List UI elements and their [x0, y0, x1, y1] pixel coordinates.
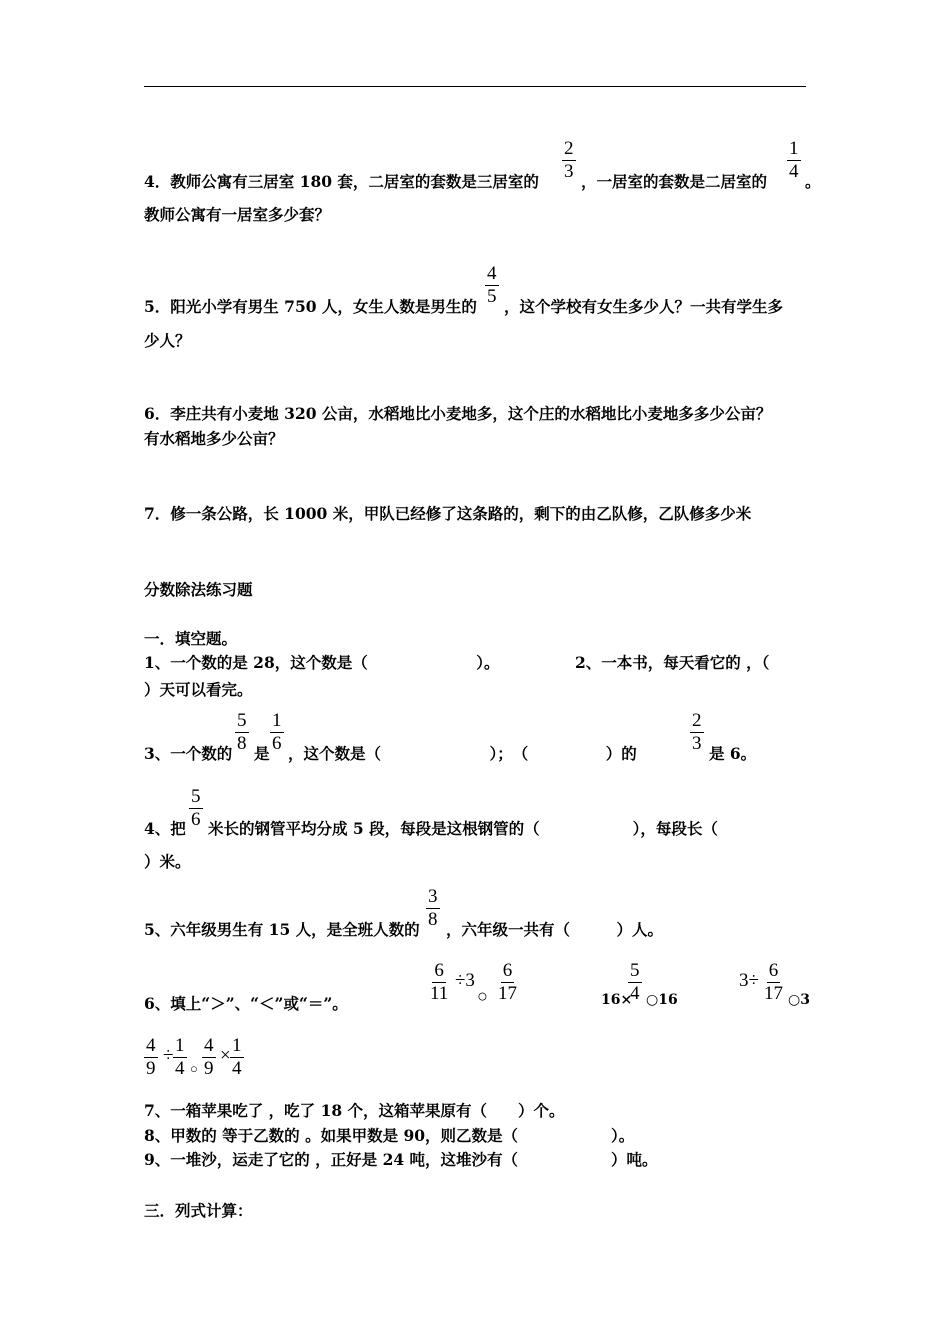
fraction-numerator: 1 [232, 1035, 242, 1056]
item6-e4-multiply: × [220, 1045, 231, 1066]
fill-item-7: 7、一箱苹果吃了 ，吃了 18 个，这箱苹果原有（ ）个。 [144, 1101, 565, 1120]
q4-fraction-2 [787, 138, 801, 183]
item6-e2-post[interactable]: ○16 [646, 992, 678, 1008]
fraction-denominator: 17 [498, 983, 517, 1004]
header-rule [144, 86, 806, 87]
item6-e2-pre: 16× [601, 992, 633, 1008]
fill-item-8: 8、甲数的 等于乙数的 。如果甲数是 90，则乙数是（ ）。 [144, 1126, 635, 1145]
fill-heading: 一．填空题。 [144, 629, 238, 648]
fraction-denominator: 4 [175, 1058, 185, 1079]
fraction-denominator: 6 [272, 733, 282, 754]
item6-e4-divide: ÷ [163, 1045, 174, 1066]
fill-item-3-a: 3、一个数的 [144, 744, 233, 763]
fraction-denominator: 9 [146, 1058, 156, 1079]
item6-e1-operator: ÷3 [455, 970, 475, 991]
section-title: 分数除法练习题 [144, 580, 253, 599]
item6-e4-fraction-1 [144, 1035, 158, 1080]
section3-heading: 三．列式计算： [144, 1201, 253, 1220]
fill-item-1: 1、一个数的是 28，这个数是（ ）。 [144, 653, 500, 672]
item6-e2-fraction [628, 960, 642, 1005]
item6-e4-fraction-2 [173, 1035, 187, 1080]
q6-line1: 6．李庄共有小麦地 320 公亩，水稻地比小麦地多，这个庄的水稻地比小麦地多多少公亩？ [144, 404, 772, 423]
fraction-numerator: 6 [502, 960, 513, 981]
fill-item-9: 9、一堆沙，运走了它的 ，正好是 24 吨，这堆沙有（ ）吨。 [144, 1150, 658, 1169]
fraction-numerator: 4 [146, 1035, 156, 1056]
fraction-denominator: 3 [564, 161, 574, 182]
q4-line2: 教师公寓有一居室多少套？ [144, 205, 331, 224]
fraction-numerator: 1 [789, 138, 799, 159]
fraction-denominator: 17 [764, 983, 783, 1004]
item6-e1-fraction-1 [428, 960, 450, 1005]
compare-circle[interactable]: ○ [477, 986, 488, 1006]
q5-text-b: ，这个学校有女生多少人？一共有学生多 [504, 297, 784, 316]
item3-fraction-1 [235, 710, 249, 755]
fill-item-4-b: 米长的钢管平均分成 5 段，每段是这根钢管的（ ），每段长（ [208, 819, 718, 838]
item5-fraction-1 [426, 886, 440, 931]
fill-item-5-b: ，六年级一共有（ ）人。 [446, 920, 664, 939]
fill-item-3-d: 是 6。 [709, 744, 757, 763]
q5-text-a: 5．阳光小学有男生 750 人，女生人数是男生的 [144, 297, 477, 316]
fraction-numerator: 1 [175, 1035, 185, 1056]
fraction-numerator: 1 [272, 710, 282, 731]
item4-fraction-1 [189, 786, 203, 831]
fraction-denominator: 9 [204, 1058, 214, 1079]
fraction-denominator: 8 [237, 733, 247, 754]
item6-e3-pre: 3÷ [739, 970, 759, 991]
fill-item-3-b: 是 [254, 744, 270, 763]
item6-e3-post[interactable]: ○3 [788, 992, 810, 1008]
fraction-denominator: 5 [487, 286, 497, 307]
fraction-denominator: 8 [428, 909, 438, 930]
fraction-numerator: 5 [630, 960, 640, 981]
fraction-numerator: 3 [428, 886, 438, 907]
fill-item-2: 2、一本书，每天看它的 ，（ [575, 653, 770, 672]
q4-text-b: ，一居室的套数是二居室的 [581, 172, 768, 191]
compare-circle[interactable]: ○ [190, 1061, 198, 1076]
q7-line1: 7．修一条公路，长 1000 米，甲队已经修了这条路的，剩下的由乙队修，乙队修多少米 [144, 504, 752, 523]
item6-e4-fraction-3 [202, 1035, 216, 1080]
fill-item-2-cont: ）天可以看完。 [144, 680, 253, 699]
item6-e3-fraction [762, 960, 785, 1005]
q6-line2: 有水稻地多少公亩？ [144, 429, 284, 448]
item6-e4-fraction-4 [230, 1035, 244, 1080]
fill-item-3-c: ，这个数是（ ）； （ ）的 [288, 744, 637, 763]
item3-fraction-3 [690, 710, 704, 755]
fill-item-4-a: 4、把 [144, 819, 186, 838]
fraction-numerator: 6 [434, 960, 444, 981]
q5-fraction-1 [485, 263, 499, 308]
fraction-numerator: 4 [487, 263, 497, 284]
fill-item-5-a: 5、六年级男生有 15 人，是全班人数的 [144, 920, 420, 939]
fraction-denominator: 6 [191, 809, 201, 830]
fraction-numerator: 2 [564, 138, 574, 159]
fraction-denominator: 11 [430, 983, 449, 1004]
q5-line2: 少人？ [144, 331, 191, 350]
fraction-denominator: 4 [630, 983, 640, 1004]
fill-item-6-label: 6、填上“＞”、“＜”或“＝”。 [144, 994, 348, 1013]
item6-e1-fraction-2 [496, 960, 519, 1005]
fraction-denominator: 3 [692, 733, 702, 754]
q4-fraction-1 [562, 138, 576, 183]
fraction-numerator: 6 [768, 960, 779, 981]
fraction-denominator: 4 [789, 161, 799, 182]
q4-text-c: 。 [805, 172, 821, 191]
q4-line1 [144, 170, 539, 192]
fraction-numerator: 2 [692, 710, 702, 731]
fraction-numerator: 5 [237, 710, 247, 731]
fraction-numerator: 5 [191, 786, 201, 807]
fraction-numerator: 4 [204, 1035, 214, 1056]
fraction-denominator: 4 [232, 1058, 242, 1079]
item3-fraction-2 [270, 710, 284, 755]
fill-item-4-c: ）米。 [144, 852, 191, 871]
q4-text-a: 4．教师公寓有三居室 180 套，二居室的套数是三居室的 [144, 172, 539, 191]
